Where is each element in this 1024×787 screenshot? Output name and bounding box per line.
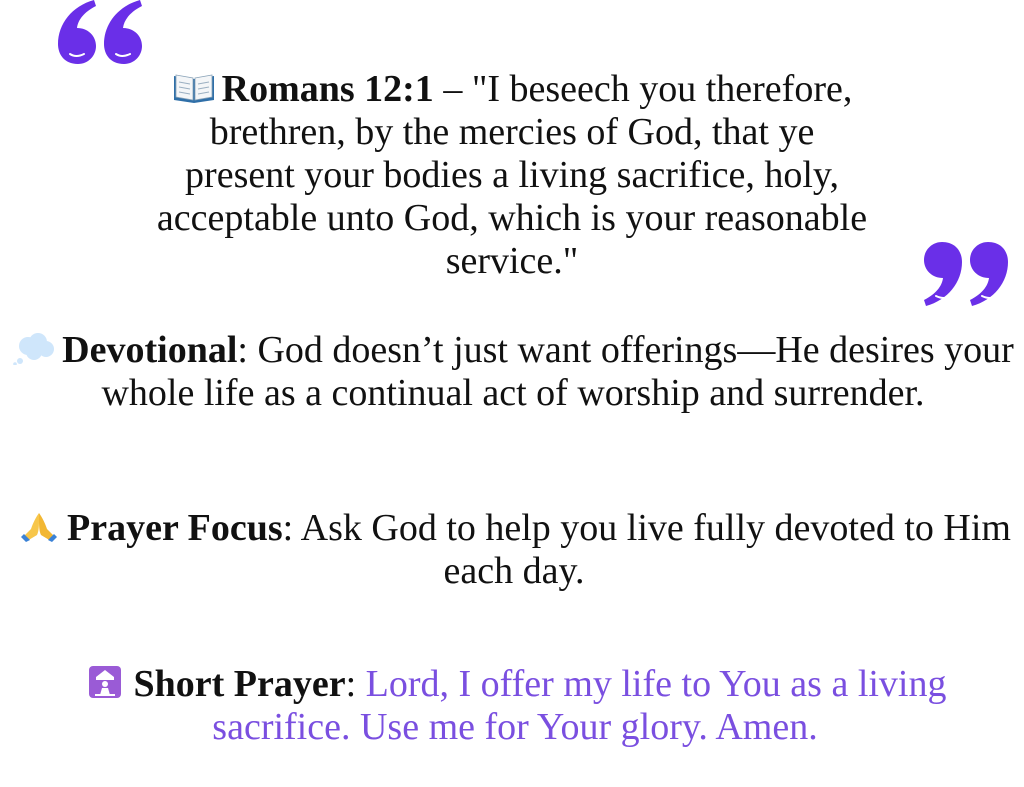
devotional-block xyxy=(8,329,1018,415)
verse-line-4: acceptable unto God, which is your reasonable xyxy=(156,197,868,239)
prayer-focus-separator: : xyxy=(282,507,301,549)
praying-hands-icon xyxy=(17,509,61,543)
verse-line-2: brethren, by the mercies of God, that ye xyxy=(209,111,815,153)
verse-block xyxy=(0,68,1024,283)
prayer-focus-text: Ask God to help you live fully devoted to Him each day. xyxy=(300,507,1011,592)
thought-bubble-icon xyxy=(12,331,56,365)
verse-separator: – xyxy=(433,68,472,110)
open-quote-icon xyxy=(56,0,146,68)
verse-line-3: present your bodies a living sacrifice, holy, xyxy=(185,154,839,196)
prayer-focus-label: Prayer Focus xyxy=(67,507,283,549)
prayer-focus-block xyxy=(14,507,1014,593)
short-prayer-text: Lord, I offer my life to You as a living sacrifice. Use me for Your glory. Amen. xyxy=(212,663,947,748)
open-book-icon xyxy=(172,70,216,104)
verse-line-5: service." xyxy=(445,240,579,282)
verse-line-1 xyxy=(0,68,1024,111)
short-prayer-block xyxy=(20,663,1010,749)
devotional-label: Devotional xyxy=(62,329,238,371)
short-prayer-label: Short Prayer xyxy=(133,663,346,705)
devotional-text: God doesn’t just want offerings—He desires your whole life as a continual act of worship and surrender. xyxy=(101,329,1014,414)
devotional-separator: : xyxy=(237,329,258,371)
short-prayer-separator: : xyxy=(345,663,366,705)
verse-reference: Romans 12:1 xyxy=(221,68,434,110)
verse-text-line-1: "I beseech you therefore, xyxy=(471,68,853,110)
place-of-worship-icon xyxy=(83,665,127,699)
